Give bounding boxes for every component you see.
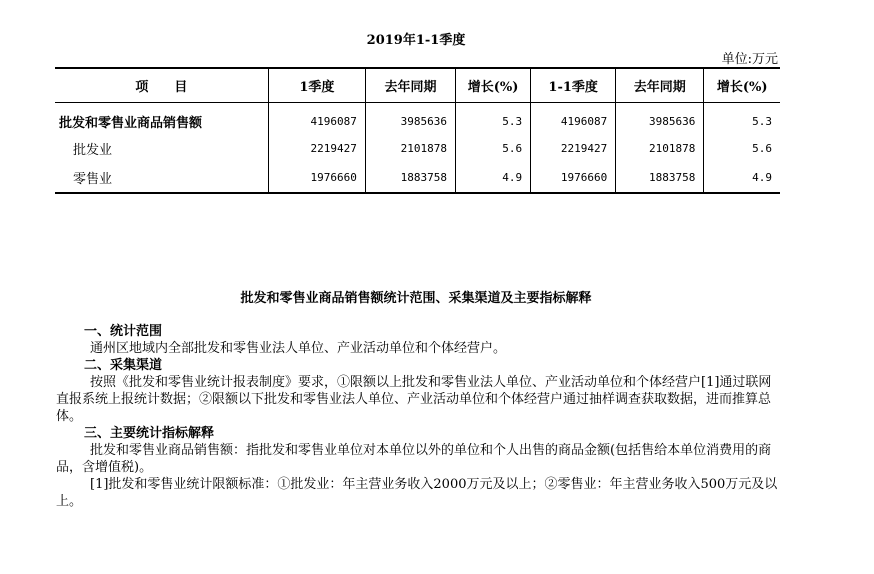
- cell-value: 3985636: [616, 103, 704, 135]
- cell-value: 2101878: [616, 134, 704, 163]
- section-text-scope: 通州区地域内全部批发和零售业法人单位、产业活动单位和个体经营户。: [90, 341, 507, 356]
- cell-value: 5.6: [456, 134, 531, 163]
- table-row: [55, 103, 780, 135]
- cell-value: 3985636: [365, 103, 455, 135]
- section-text-channel: 按照《批发和零售业统计报表制度》要求，①限额以上批发和零售业法人单位、产业活动单位和个体经营户[1]通过联网直报系统上报统计数据；②限额以下批发和零售业法人单位、产业活动单位和个体经营户通过抽样调查获取数据，进而推算总体。: [56, 375, 772, 424]
- header-quarter: 1季度: [268, 68, 365, 103]
- section-heading-scope: 一、统计范围: [84, 324, 163, 339]
- footnote: [1]批发和零售业统计限额标准：①批发业：年主营业务收入2000万元及以上；②零售业：年主营业务收入500万元及以上。: [56, 477, 778, 509]
- sales-table: [55, 67, 780, 194]
- notes-body: [56, 323, 780, 510]
- section-text-indicators: 批发和零售业商品销售额：指批发和零售业单位对本单位以外的单位和个人出售的商品金额(包括售给本单位消费用的商品，含增值税)。: [56, 443, 772, 475]
- cell-value: 5.6: [704, 134, 780, 163]
- table-row: [55, 163, 780, 193]
- header-growth: 增长(%): [456, 68, 531, 103]
- header-cumulative-growth: 增长(%): [704, 68, 780, 103]
- row-label: 零售业: [55, 163, 268, 193]
- header-cumulative-last-year: 去年同期: [616, 68, 704, 103]
- cell-value: 2219427: [531, 134, 616, 163]
- cell-value: 4196087: [531, 103, 616, 135]
- unit-label: 单位:万元: [721, 52, 778, 67]
- cell-value: 1883758: [616, 163, 704, 193]
- cell-value: 5.3: [704, 103, 780, 135]
- cell-value: 4196087: [268, 103, 365, 135]
- table-header-row: [55, 68, 780, 103]
- cell-value: 4.9: [704, 163, 780, 193]
- table-title: 2019年1-1季度: [366, 33, 466, 48]
- cell-value: 2219427: [268, 134, 365, 163]
- notes-title: 批发和零售业商品销售额统计范围、采集渠道及主要指标解释: [240, 291, 592, 306]
- cell-value: 1976660: [531, 163, 616, 193]
- section-heading-channel: 二、采集渠道: [84, 358, 163, 373]
- cell-value: 4.9: [456, 163, 531, 193]
- row-label: 批发业: [73, 143, 113, 158]
- cell-value: 5.3: [456, 103, 531, 135]
- row-label: 批发和零售业商品销售额: [59, 116, 203, 131]
- cell-value: 2101878: [365, 134, 455, 163]
- header-cumulative: 1-1季度: [531, 68, 616, 103]
- header-item: 项 目: [55, 68, 268, 103]
- cell-value: 1976660: [268, 163, 365, 193]
- cell-value: 1883758: [365, 163, 455, 193]
- section-heading-indicators: 三、主要统计指标解释: [84, 426, 215, 441]
- header-last-year: 去年同期: [365, 68, 455, 103]
- table-row: [55, 134, 780, 163]
